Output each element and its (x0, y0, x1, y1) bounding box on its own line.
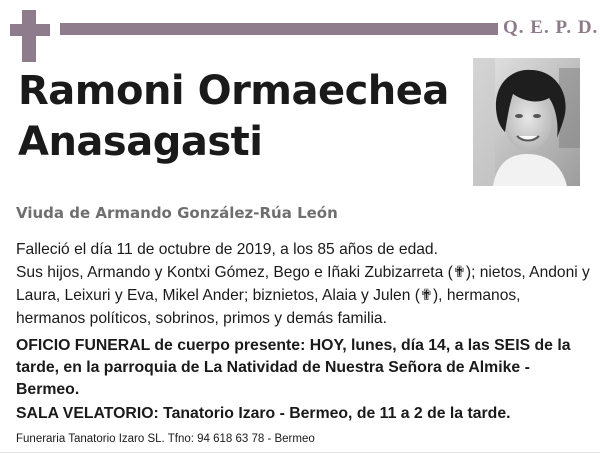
qepd-heading: Q. E. P. D. (503, 17, 599, 38)
family-line: Sus hijos, Armando y Kontxi Gómez, Bego e Iñaki Zubizarreta (✟); nietos, Andoni y Laura, Leixuri y Eva, Mikel Ander; biznietos, Alaia y Julen (✟), hermanos, hermanos políticos, sobrinos, primos y demás familia. (16, 264, 590, 327)
portrait-photo-drawing (473, 58, 580, 186)
widow-of-line: Viuda de Armando González-Rúa León (16, 204, 338, 222)
deceased-name (18, 66, 463, 168)
death-date-line: Falleció el día 11 de octubre de 2019, a los 85 años de edad. (16, 241, 438, 258)
funeral-service-info: OFICIO FUNERAL de cuerpo presente: HOY, lunes, día 14, a las SEIS de la tarde, en la parroquia de La Natividad de Nuestra Señora de Almike - Bermeo. (16, 337, 571, 398)
funeral-home-footer: Funeraria Tanatorio Izaro SL. Tfno: 94 618 63 78 - Bermeo (16, 433, 315, 445)
latin-cross-icon (10, 10, 50, 62)
header-divider-bar (60, 23, 498, 35)
deceased-name-line2: Anasagasti (18, 119, 263, 165)
wake-room-info: SALA VELATORIO: Tanatorio Izaro - Bermeo, de 11 a 2 de la tarde. (16, 405, 511, 422)
bottom-rule (0, 452, 600, 453)
notice-body (16, 238, 590, 330)
deceased-name-line1: Ramoni Ormaechea (18, 68, 449, 114)
portrait-photo (473, 58, 580, 186)
